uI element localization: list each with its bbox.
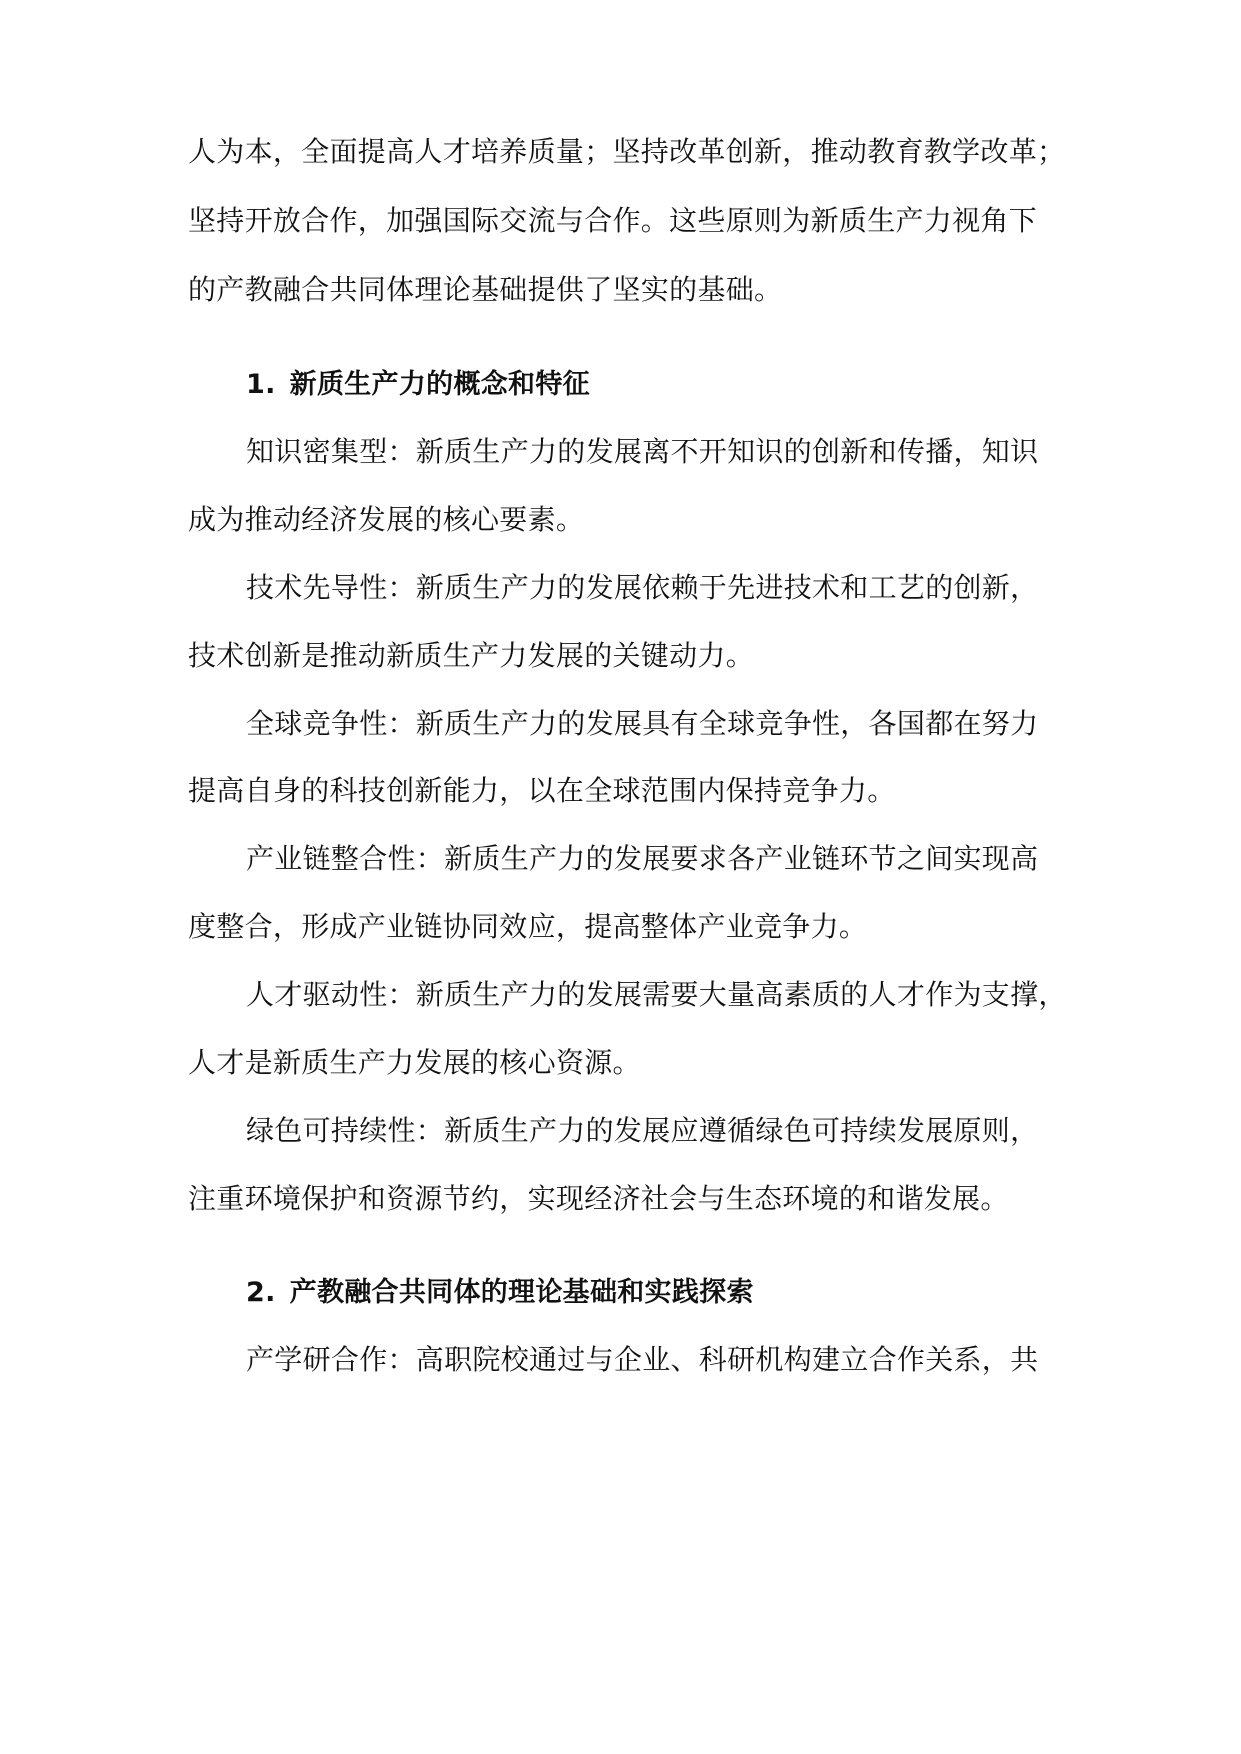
intro-line-2: 坚持开放合作，加强国际交流与合作。这些原则为新质生产力视角下: [188, 204, 1038, 237]
s1-paragraph-4-line-1: 产业链整合性：新质生产力的发展要求各产业链环节之间实现高: [246, 842, 1039, 875]
section-2-number: 2.: [246, 1277, 276, 1308]
section-2-title: 产教融合共同体的理论基础和实践探索: [289, 1277, 754, 1308]
section-2-heading: [246, 1273, 1058, 1313]
s1-paragraph-3-line-1: 全球竞争性：新质生产力的发展具有全球竞争性，各国都在努力: [246, 707, 1039, 740]
intro-line-3: 的产教融合共同体理论基础提供了坚实的基础。: [188, 273, 783, 306]
section-1-title: 新质生产力的概念和特征: [289, 369, 590, 400]
s1-paragraph-3-line-2: 提高自身的科技创新能力，以在全球范围内保持竞争力。: [188, 774, 896, 807]
s1-paragraph-5-line-1: 人才驱动性：新质生产力的发展需要大量高素质的人才作为支撑，: [246, 978, 1067, 1011]
s1-paragraph-1-line-1: 知识密集型：新质生产力的发展离不开知识的创新和传播，知识: [246, 435, 1039, 468]
s1-paragraph-1-line-2: 成为推动经济发展的核心要素。: [188, 503, 585, 536]
section-1-heading: [246, 365, 1058, 405]
s1-paragraph-5-line-2: 人才是新质生产力发展的核心资源。: [188, 1046, 641, 1079]
s1-paragraph-6-line-2: 注重环境保护和资源节约，实现经济社会与生态环境的和谐发展。: [188, 1182, 1009, 1215]
s2-paragraph-1-line-1: 产学研合作：高职院校通过与企业、科研机构建立合作关系，共: [246, 1343, 1039, 1376]
section-1-number: 1.: [246, 369, 276, 400]
s1-paragraph-6-line-1: 绿色可持续性：新质生产力的发展应遵循绿色可持续发展原则，: [246, 1114, 1039, 1147]
s1-paragraph-2-line-2: 技术创新是推动新质生产力发展的关键动力。: [188, 639, 755, 672]
s1-paragraph-4-line-2: 度整合，形成产业链协同效应，提高整体产业竞争力。: [188, 910, 868, 943]
s1-paragraph-2-line-1: 技术先导性：新质生产力的发展依赖于先进技术和工艺的创新，: [246, 571, 1039, 604]
intro-line-1: 人为本，全面提高人才培养质量；坚持改革创新，推动教育教学改革；: [188, 135, 1066, 168]
